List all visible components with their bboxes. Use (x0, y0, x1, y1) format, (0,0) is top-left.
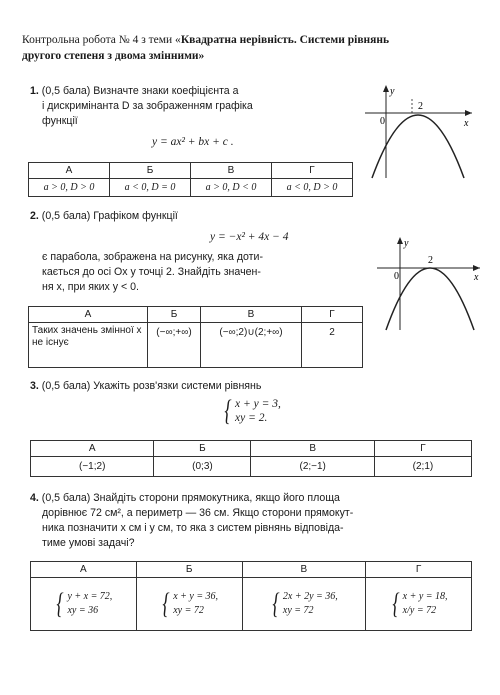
q1-graph-y-label: y (390, 86, 395, 97)
q1-graph-origin: 0 (380, 116, 385, 127)
title-prefix: Контрольна робота № 4 з теми « (22, 34, 181, 46)
q2-formula: y = −x² + 4x − 4 (210, 231, 289, 243)
q4-d-line-1: x + y = 18, (402, 591, 448, 602)
q3-option-b[interactable]: (0;3) (154, 457, 251, 477)
q1-header-a: А (29, 163, 110, 179)
q4-header-d: Г (366, 562, 472, 578)
question-2 (30, 209, 360, 224)
q1-graph (360, 80, 480, 180)
question-1 (30, 84, 360, 129)
q2-graph-origin: 0 (394, 271, 399, 282)
q2-text-2: є парабола, зображена на рисунку, яка доти- (42, 251, 263, 263)
q4-a-line-2: xy = 36 (67, 605, 99, 616)
q3-text: (0,5 бала) Укажіть розв'язки системи рівнянь (41, 380, 262, 392)
q2-graph-y-label: y (404, 238, 409, 249)
q4-option-b[interactable] (136, 578, 242, 631)
q1-text-3: функції (42, 115, 78, 127)
q4-b-brace: { (162, 587, 170, 620)
q4-answer-table (30, 561, 472, 631)
q3-answer-table (30, 440, 472, 477)
q2-text-1: (0,5 бала) Графіком функції (41, 210, 178, 222)
q2-text-4: ня x, при яких y < 0. (42, 281, 139, 293)
q2-header-a: А (29, 307, 148, 323)
q1-option-c[interactable]: a > 0, D < 0 (191, 179, 272, 197)
q4-option-a[interactable] (31, 578, 137, 631)
title-bold-1: Квадратна нерівність. Системи рівнянь (180, 34, 390, 46)
q4-text-2: дорівнює 72 см², а периметр — 36 см. Якщо сторони прямокут- (42, 507, 354, 519)
q1-answer-table (28, 162, 353, 197)
q2-graph-tick: 2 (428, 255, 433, 266)
q1-formula: y = ax² + bx + c . (152, 136, 234, 148)
q3-header-c: В (251, 441, 374, 457)
q1-header-c: В (191, 163, 272, 179)
q1-graph-x-label: x (464, 118, 469, 129)
q2-header-d: Г (302, 307, 363, 323)
q1-text-1: (0,5 бала) Визначте знаки коефіцієнта a (41, 85, 239, 97)
q4-a-brace: { (56, 587, 65, 620)
q4-b-line-2: xy = 72 (173, 605, 204, 616)
q4-header-c: В (242, 562, 366, 578)
q2-graph-x-label: x (474, 272, 479, 283)
q1-header-d: Г (272, 163, 353, 179)
question-4 (30, 491, 480, 551)
q2-option-d[interactable]: 2 (302, 323, 363, 368)
q1-graph-tick: 2 (418, 101, 423, 112)
q3-header-d: Г (374, 441, 471, 457)
q2-answer-table (28, 306, 363, 368)
question-3 (30, 379, 470, 394)
q3-option-d[interactable]: (2;1) (374, 457, 471, 477)
q4-c-line-2: xy = 72 (282, 605, 314, 616)
q2-option-b[interactable]: (−∞;+∞) (148, 323, 201, 368)
q4-text-1: (0,5 бала) Знайдіть сторони прямокутника, якщо його площа (41, 492, 340, 504)
q4-option-c[interactable] (242, 578, 366, 631)
q3-system-line-1: x + y = 3, (235, 398, 281, 410)
q3-brace: { (224, 394, 232, 427)
q3-system (222, 396, 281, 426)
q3-option-a[interactable]: (−1;2) (31, 457, 154, 477)
q2-header-c: В (201, 307, 302, 323)
q2-graph (372, 232, 492, 332)
q4-d-brace: { (392, 587, 400, 620)
question-2-body (42, 250, 372, 295)
q1-option-d[interactable]: a < 0, D > 0 (272, 179, 353, 197)
q4-text-3: ника позначити x см і y см, то яка з систем рівнянь відповіда- (42, 522, 344, 534)
q3-header-a: А (31, 441, 154, 457)
q2-text-3: кається до осі Ox у точці 2. Знайдіть значен- (42, 266, 261, 278)
q4-b-line-1: x + y = 36, (173, 591, 219, 602)
q4-d-line-2: x/y = 72 (402, 605, 437, 616)
q4-header-a: А (31, 562, 137, 578)
q3-header-b: Б (154, 441, 251, 457)
q3-option-c[interactable]: (2;−1) (251, 457, 374, 477)
q2-option-c[interactable]: (−∞;2)∪(2;+∞) (201, 323, 302, 368)
q4-option-d[interactable] (366, 578, 472, 631)
q4-text-4: тиме умові задачі? (42, 537, 135, 549)
q2-option-a[interactable]: Таких значень змінної x не існує (29, 323, 148, 368)
q4-c-line-1: 2x + 2y = 36, (282, 591, 338, 602)
q2-header-b: Б (148, 307, 201, 323)
q1-text-2: і дискримінанта D за зображенням графіка (42, 100, 253, 112)
q4-header-b: Б (136, 562, 242, 578)
q1-option-b[interactable]: a < 0, D = 0 (110, 179, 191, 197)
q1-option-a[interactable]: a > 0, D > 0 (29, 179, 110, 197)
q1-number: 1. (30, 85, 39, 97)
q2-number: 2. (30, 210, 39, 222)
page-title (22, 32, 482, 64)
q1-header-b: Б (110, 163, 191, 179)
q3-system-line-2: xy = 2. (235, 412, 268, 424)
q4-number: 4. (30, 492, 39, 504)
title-bold-2: другого степеня з двома змінними» (22, 50, 205, 62)
q3-number: 3. (30, 380, 39, 392)
q4-a-line-1: y + x = 72, (67, 591, 113, 602)
q4-c-brace: { (272, 587, 280, 620)
